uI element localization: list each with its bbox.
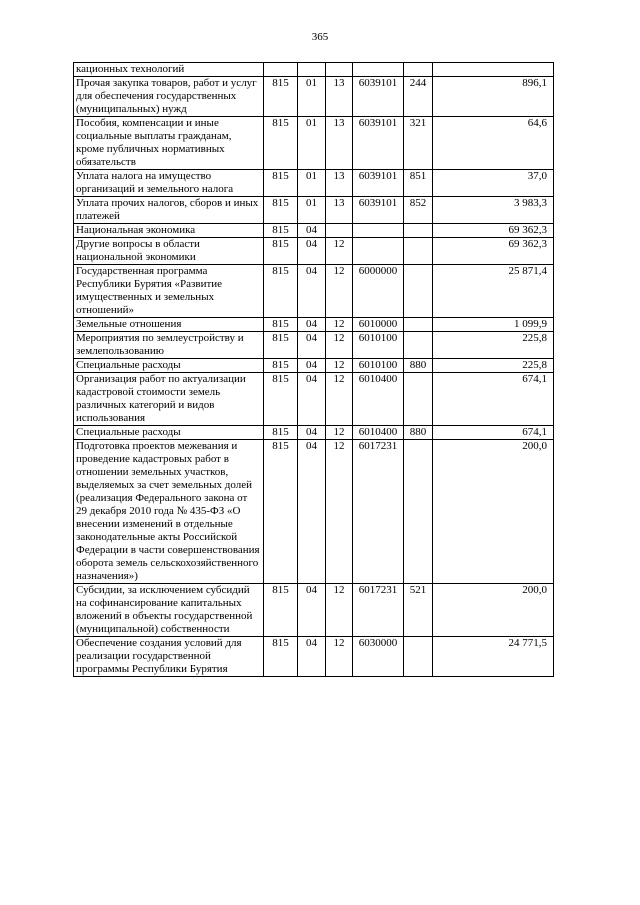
cell-grbs: 815 [264,170,298,197]
cell-csr: 6030000 [353,637,404,677]
cell-pr: 13 [326,197,353,224]
cell-rz [298,63,326,77]
cell-sum: 37,0 [433,170,554,197]
cell-vr [404,63,433,77]
cell-sum: 69 362,3 [433,224,554,238]
table-row [74,637,554,677]
cell-csr: 6010400 [353,426,404,440]
cell-grbs: 815 [264,117,298,170]
cell-grbs: 815 [264,197,298,224]
cell-grbs: 815 [264,637,298,677]
cell-csr: 6010100 [353,359,404,373]
cell-pr: 12 [326,332,353,359]
cell-csr: 6039101 [353,197,404,224]
table-row [74,117,554,170]
cell-vr [404,440,433,584]
cell-vr [404,238,433,265]
cell-vr: 851 [404,170,433,197]
cell-grbs: 815 [264,426,298,440]
cell-name: Подготовка проектов межевания и проведение кадастровых работ в отношении земельных участков, выделяемых за счет земельных долей (реализация Федерального закона от 29 декабря 2010 года № 435-ФЗ «О внесении изменений в отдельные законодательные акты Российской Федерации в части совершенствования оборота земель сельскохозяйственного назначения») [74,440,264,584]
cell-name: Специальные расходы [74,426,264,440]
cell-name: Специальные расходы [74,359,264,373]
table-row [74,197,554,224]
cell-sum [433,63,554,77]
table-row [74,359,554,373]
cell-pr: 12 [326,359,353,373]
cell-sum: 69 362,3 [433,238,554,265]
cell-csr: 6000000 [353,265,404,318]
cell-csr: 6017231 [353,440,404,584]
cell-pr: 13 [326,170,353,197]
cell-vr: 521 [404,584,433,637]
cell-vr [404,318,433,332]
cell-rz: 01 [298,197,326,224]
cell-sum: 896,1 [433,77,554,117]
cell-rz: 04 [298,373,326,426]
table-row [74,170,554,197]
table-row [74,238,554,265]
table-row [74,63,554,77]
cell-name: Субсидии, за исключением субсидий на софинансирование капитальных вложений в объекты государственной (муниципальной) собственности [74,584,264,637]
cell-pr: 13 [326,77,353,117]
cell-pr: 12 [326,265,353,318]
cell-vr [404,332,433,359]
cell-sum: 1 099,9 [433,318,554,332]
cell-pr: 12 [326,238,353,265]
cell-pr: 12 [326,373,353,426]
cell-vr: 880 [404,426,433,440]
cell-rz: 04 [298,238,326,265]
table-body [74,63,554,677]
cell-name: Уплата налога на имущество организаций и земельного налога [74,170,264,197]
cell-vr: 880 [404,359,433,373]
cell-pr: 13 [326,117,353,170]
cell-csr: 6010100 [353,332,404,359]
cell-sum: 225,8 [433,332,554,359]
cell-pr: 12 [326,584,353,637]
cell-name: Прочая закупка товаров, работ и услуг для обеспечения государственных (муниципальных) нужд [74,77,264,117]
cell-pr: 12 [326,426,353,440]
table-row [74,318,554,332]
cell-pr [326,63,353,77]
table-row [74,224,554,238]
cell-csr: 6039101 [353,117,404,170]
cell-sum: 64,6 [433,117,554,170]
cell-sum: 674,1 [433,373,554,426]
cell-rz: 04 [298,318,326,332]
cell-pr: 12 [326,440,353,584]
cell-grbs: 815 [264,265,298,318]
cell-sum: 25 871,4 [433,265,554,318]
cell-sum: 24 771,5 [433,637,554,677]
cell-rz: 01 [298,117,326,170]
cell-rz: 04 [298,224,326,238]
cell-sum: 200,0 [433,584,554,637]
cell-pr: 12 [326,637,353,677]
cell-name: Обеспечение создания условий для реализации государственной программы Республики Бурятия [74,637,264,677]
table-row [74,77,554,117]
cell-csr [353,224,404,238]
cell-grbs: 815 [264,77,298,117]
cell-grbs: 815 [264,238,298,265]
cell-pr [326,224,353,238]
cell-csr [353,63,404,77]
cell-name: Уплата прочих налогов, сборов и иных платежей [74,197,264,224]
cell-sum: 674,1 [433,426,554,440]
cell-name: Пособия, компенсации и иные социальные выплаты гражданам, кроме публичных нормативных обязательств [74,117,264,170]
cell-sum: 225,8 [433,359,554,373]
cell-vr: 852 [404,197,433,224]
cell-grbs: 815 [264,373,298,426]
cell-grbs: 815 [264,440,298,584]
cell-csr: 6039101 [353,77,404,117]
cell-vr [404,265,433,318]
cell-name: Земельные отношения [74,318,264,332]
cell-name: кационных технологий [74,63,264,77]
cell-grbs: 815 [264,224,298,238]
cell-vr: 244 [404,77,433,117]
table-row [74,426,554,440]
cell-name: Организация работ по актуализации кадастровой стоимости земель различных категорий и видов использования [74,373,264,426]
table-row [74,265,554,318]
cell-rz: 04 [298,265,326,318]
cell-grbs: 815 [264,359,298,373]
cell-sum: 200,0 [433,440,554,584]
cell-rz: 04 [298,637,326,677]
cell-rz: 04 [298,359,326,373]
cell-rz: 04 [298,426,326,440]
cell-pr: 12 [326,318,353,332]
cell-csr: 6017231 [353,584,404,637]
table-row [74,332,554,359]
table-row [74,440,554,584]
cell-rz: 04 [298,440,326,584]
cell-vr: 321 [404,117,433,170]
cell-rz: 04 [298,584,326,637]
cell-csr: 6010400 [353,373,404,426]
cell-csr [353,238,404,265]
cell-name: Государственная программа Республики Бурятия «Развитие имущественных и земельных отношений» [74,265,264,318]
cell-vr [404,373,433,426]
cell-vr [404,224,433,238]
cell-name: Другие вопросы в области национальной экономики [74,238,264,265]
cell-grbs: 815 [264,584,298,637]
page-number: 365 [311,31,329,43]
table-row [74,584,554,637]
table-row [74,373,554,426]
cell-csr: 6010000 [353,318,404,332]
cell-grbs: 815 [264,332,298,359]
cell-csr: 6039101 [353,170,404,197]
cell-rz: 01 [298,77,326,117]
cell-sum: 3 983,3 [433,197,554,224]
cell-rz: 04 [298,332,326,359]
cell-name: Национальная экономика [74,224,264,238]
cell-rz: 01 [298,170,326,197]
cell-grbs [264,63,298,77]
cell-grbs: 815 [264,318,298,332]
budget-table [73,62,554,677]
cell-vr [404,637,433,677]
cell-name: Мероприятия по землеустройству и землепользованию [74,332,264,359]
